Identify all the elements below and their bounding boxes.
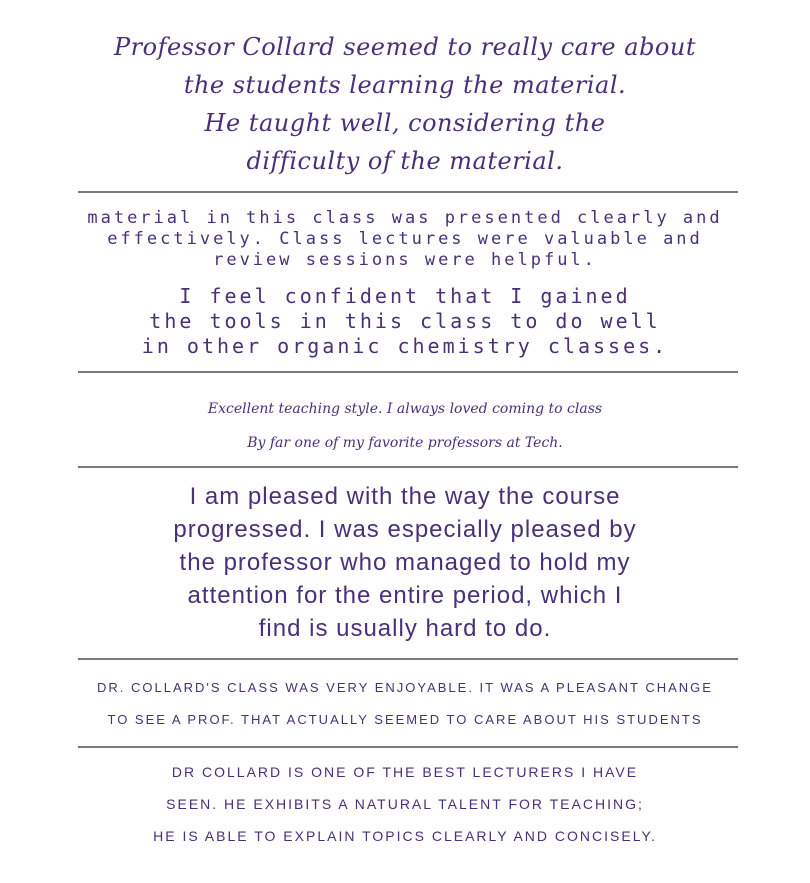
comment-line: TO SEE A PROF. THAT ACTUALLY SEEMED TO CARE ABOUT HIS STUDENTS: [107, 712, 703, 727]
comment-line: material in this class was presented clearly and: [87, 208, 723, 228]
comment-line: I feel confident that I gained: [179, 284, 631, 308]
comment-line: review sessions were helpful.: [213, 250, 597, 270]
comment-line: effectively. Class lectures were valuable and: [107, 229, 703, 249]
comment-line: attention for the entire period, which I: [187, 582, 623, 609]
comment-line: Professor Collard seemed to really care about: [114, 33, 696, 61]
comment-line: the professor who managed to hold my: [179, 549, 631, 576]
comment-line: DR COLLARD IS ONE OF THE BEST LECTURERS I HAVE: [171, 764, 639, 780]
divider: [78, 371, 738, 373]
comment-line: the students learning the material.: [183, 71, 627, 99]
comment-3: [0, 284, 810, 359]
comment-line: Excellent teaching style. I always loved coming to class: [207, 401, 603, 417]
divider: [78, 191, 738, 193]
comment-5: [0, 480, 810, 645]
comment-1: [0, 28, 810, 180]
comment-line: HE IS ABLE TO EXPLAIN TOPICS CLEARLY AND CONCISELY.: [153, 828, 657, 844]
comment-6: [0, 672, 810, 736]
comment-line: SEEN. HE EXHIBITS A NATURAL TALENT FOR TEACHING;: [166, 796, 644, 812]
divider: [78, 746, 738, 748]
comment-line: By far one of my favorite professors at Tech.: [247, 435, 563, 451]
divider: [78, 658, 738, 660]
comment-line: find is usually hard to do.: [258, 615, 552, 642]
comment-line: the tools in this class to do well: [149, 309, 661, 333]
comment-line: difficulty of the material.: [246, 147, 564, 175]
comment-4: [0, 392, 810, 460]
comment-7: [0, 756, 810, 852]
comment-line: DR. COLLARD'S CLASS WAS VERY ENJOYABLE. IT WAS A PLEASANT CHANGE: [97, 680, 713, 695]
comment-line: He taught well, considering the: [204, 109, 606, 137]
comment-2: [0, 208, 810, 271]
divider: [78, 466, 738, 468]
comment-line: progressed. I was especially pleased by: [173, 516, 637, 543]
comment-line: I am pleased with the way the course: [189, 483, 621, 510]
comment-line: in other organic chemistry classes.: [141, 334, 669, 358]
